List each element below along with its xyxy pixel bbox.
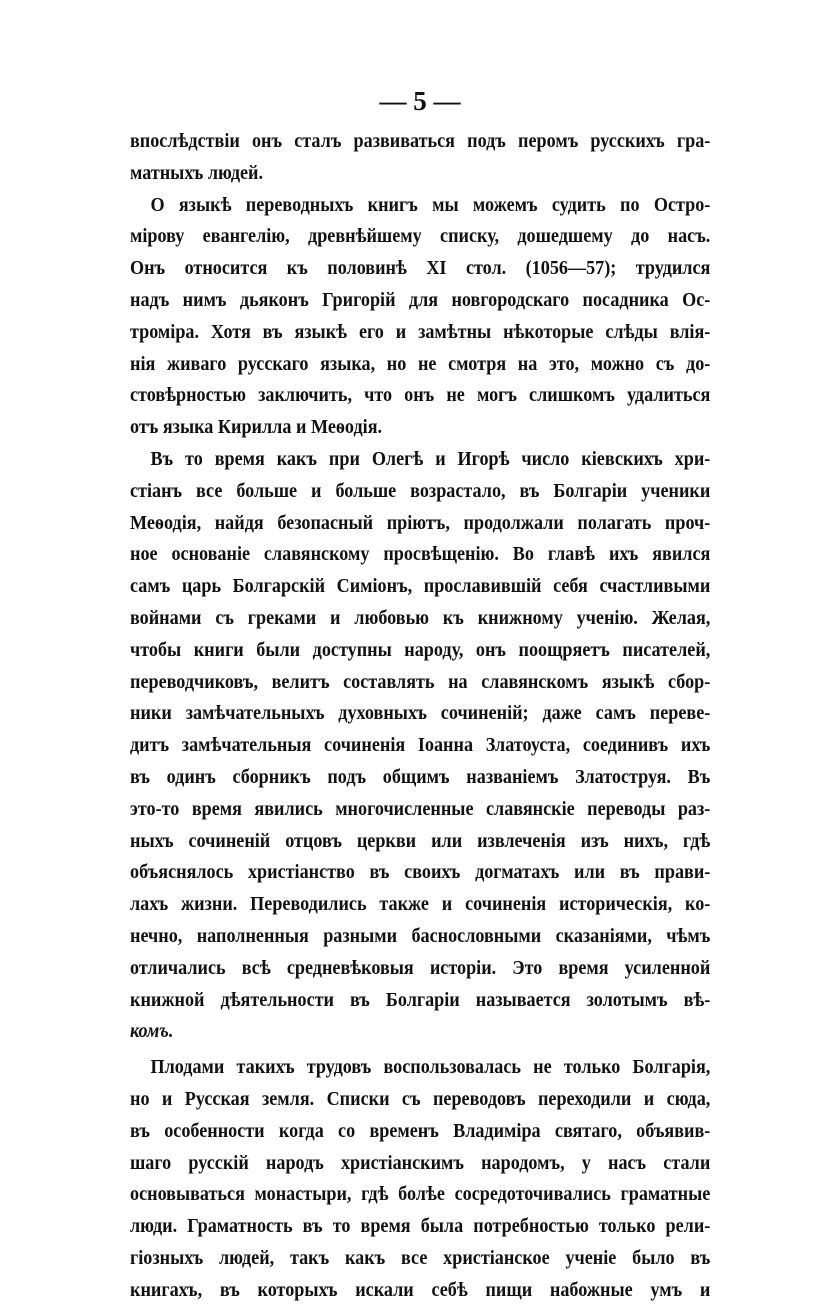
text-line: основываться монастыри, гдѣ болѣе сосредоточивались граматные <box>130 1184 711 1206</box>
text-line: нечно, наполненныя разными баснословными сказаніями, чѣмъ <box>130 925 711 947</box>
text-line: дитъ замѣчательныя сочиненія Іоанна Златоуста, соединивъ ихъ <box>130 735 711 757</box>
text-line: стіанъ все больше и больше возрастало, въ Болгаріи ученики <box>130 480 711 502</box>
text-line: комъ. <box>130 1021 174 1043</box>
text-line: О языкѣ переводныхъ книгъ мы можемъ судить по Остро- <box>150 194 711 216</box>
text-line: стовѣрностью заключить, что онъ не могъ слишкомъ удалиться <box>130 385 711 407</box>
page-body <box>130 126 710 1306</box>
text-line: лахъ жизни. Переводились также и сочиненія историческія, ко- <box>130 894 711 916</box>
text-line: ники замѣчательныхъ духовныхъ сочиненій; даже самъ переве- <box>130 703 711 725</box>
text-line: чтобы книги были доступны народу, онъ поощряетъ писателей, <box>130 639 711 661</box>
text-line: отличались всѣ средневѣковыя исторіи. Это время усиленной <box>130 957 711 979</box>
text-line: Меѳодія, найдя безопасный пріютъ, продолжали полагать проч- <box>130 512 711 534</box>
text-line: книгахъ, въ которыхъ искали себѣ пищи набожные умъ и <box>130 1279 711 1301</box>
text-line: книжной дѣятельности въ Болгаріи называется золотымъ вѣ- <box>130 989 711 1011</box>
text-line: переводчиковъ, велитъ составлять на славянскомъ языкѣ сбор- <box>130 671 711 693</box>
text-line: впослѣдствіи онъ сталъ развиваться подъ перомъ русскихъ гра- <box>130 131 711 152</box>
text-line: ныхъ сочиненій отцовъ церкви или извлеченія изъ нихъ, гдѣ <box>130 830 711 852</box>
text-line: Плодами такихъ трудовъ воспользовалась не только Болгарія, <box>150 1057 711 1079</box>
text-line: самъ царь Болгарскій Симіонъ, прославившій себя счастливыми <box>130 576 711 598</box>
text-line: мірову евангелію, древнѣйшему списку, дошедшему до насъ. <box>130 226 711 248</box>
text-line: войнами съ греками и любовью къ книжному ученію. Желая, <box>130 607 711 629</box>
text-line: ное основаніе славянскому просвѣщенію. Во главѣ ихъ явился <box>130 544 711 566</box>
text-line: нія живаго русскаго языка, но не смотря на это, можно съ до- <box>130 353 711 375</box>
text-line: отъ языка Кирилла и Меѳодія. <box>130 417 383 439</box>
text-line: объяснялось христіанство въ своихъ догматахъ или въ прави- <box>130 862 711 884</box>
page-number: — 5 — <box>379 86 461 116</box>
text-line: въ особенности когда со временъ Владиміра святаго, объявив- <box>130 1120 711 1142</box>
text-line: Онъ относится къ половинѣ XI стол. (1056—57); трудился <box>130 258 711 280</box>
text-line: Въ то время какъ при Олегѣ и Игорѣ число кіевскихъ хри- <box>150 448 711 470</box>
text-line: шаго русскій народъ христіанскимъ народомъ, у насъ стали <box>130 1152 711 1174</box>
text-line: въ одинъ сборникъ подъ общимъ названіемъ Златоструя. Въ <box>130 766 711 788</box>
text-line: матныхъ людей. <box>130 162 264 184</box>
text-line: надъ нимъ дьяконъ Григорій для новгородскаго посадника Ос- <box>130 289 711 311</box>
text-line: это-то время явились многочисленные славянскіе переводы раз- <box>130 798 711 820</box>
text-line: троміра. Хотя въ языкѣ его и замѣтны нѣкоторые слѣды влія- <box>130 321 711 343</box>
text-line: гіозныхъ людей, такъ какъ все христіанское ученіе было въ <box>130 1247 711 1269</box>
text-line: люди. Граматность въ то время была потребностью только рели- <box>130 1216 711 1238</box>
text-line: но и Русская земля. Списки съ переводовъ переходили и сюда, <box>130 1088 711 1110</box>
